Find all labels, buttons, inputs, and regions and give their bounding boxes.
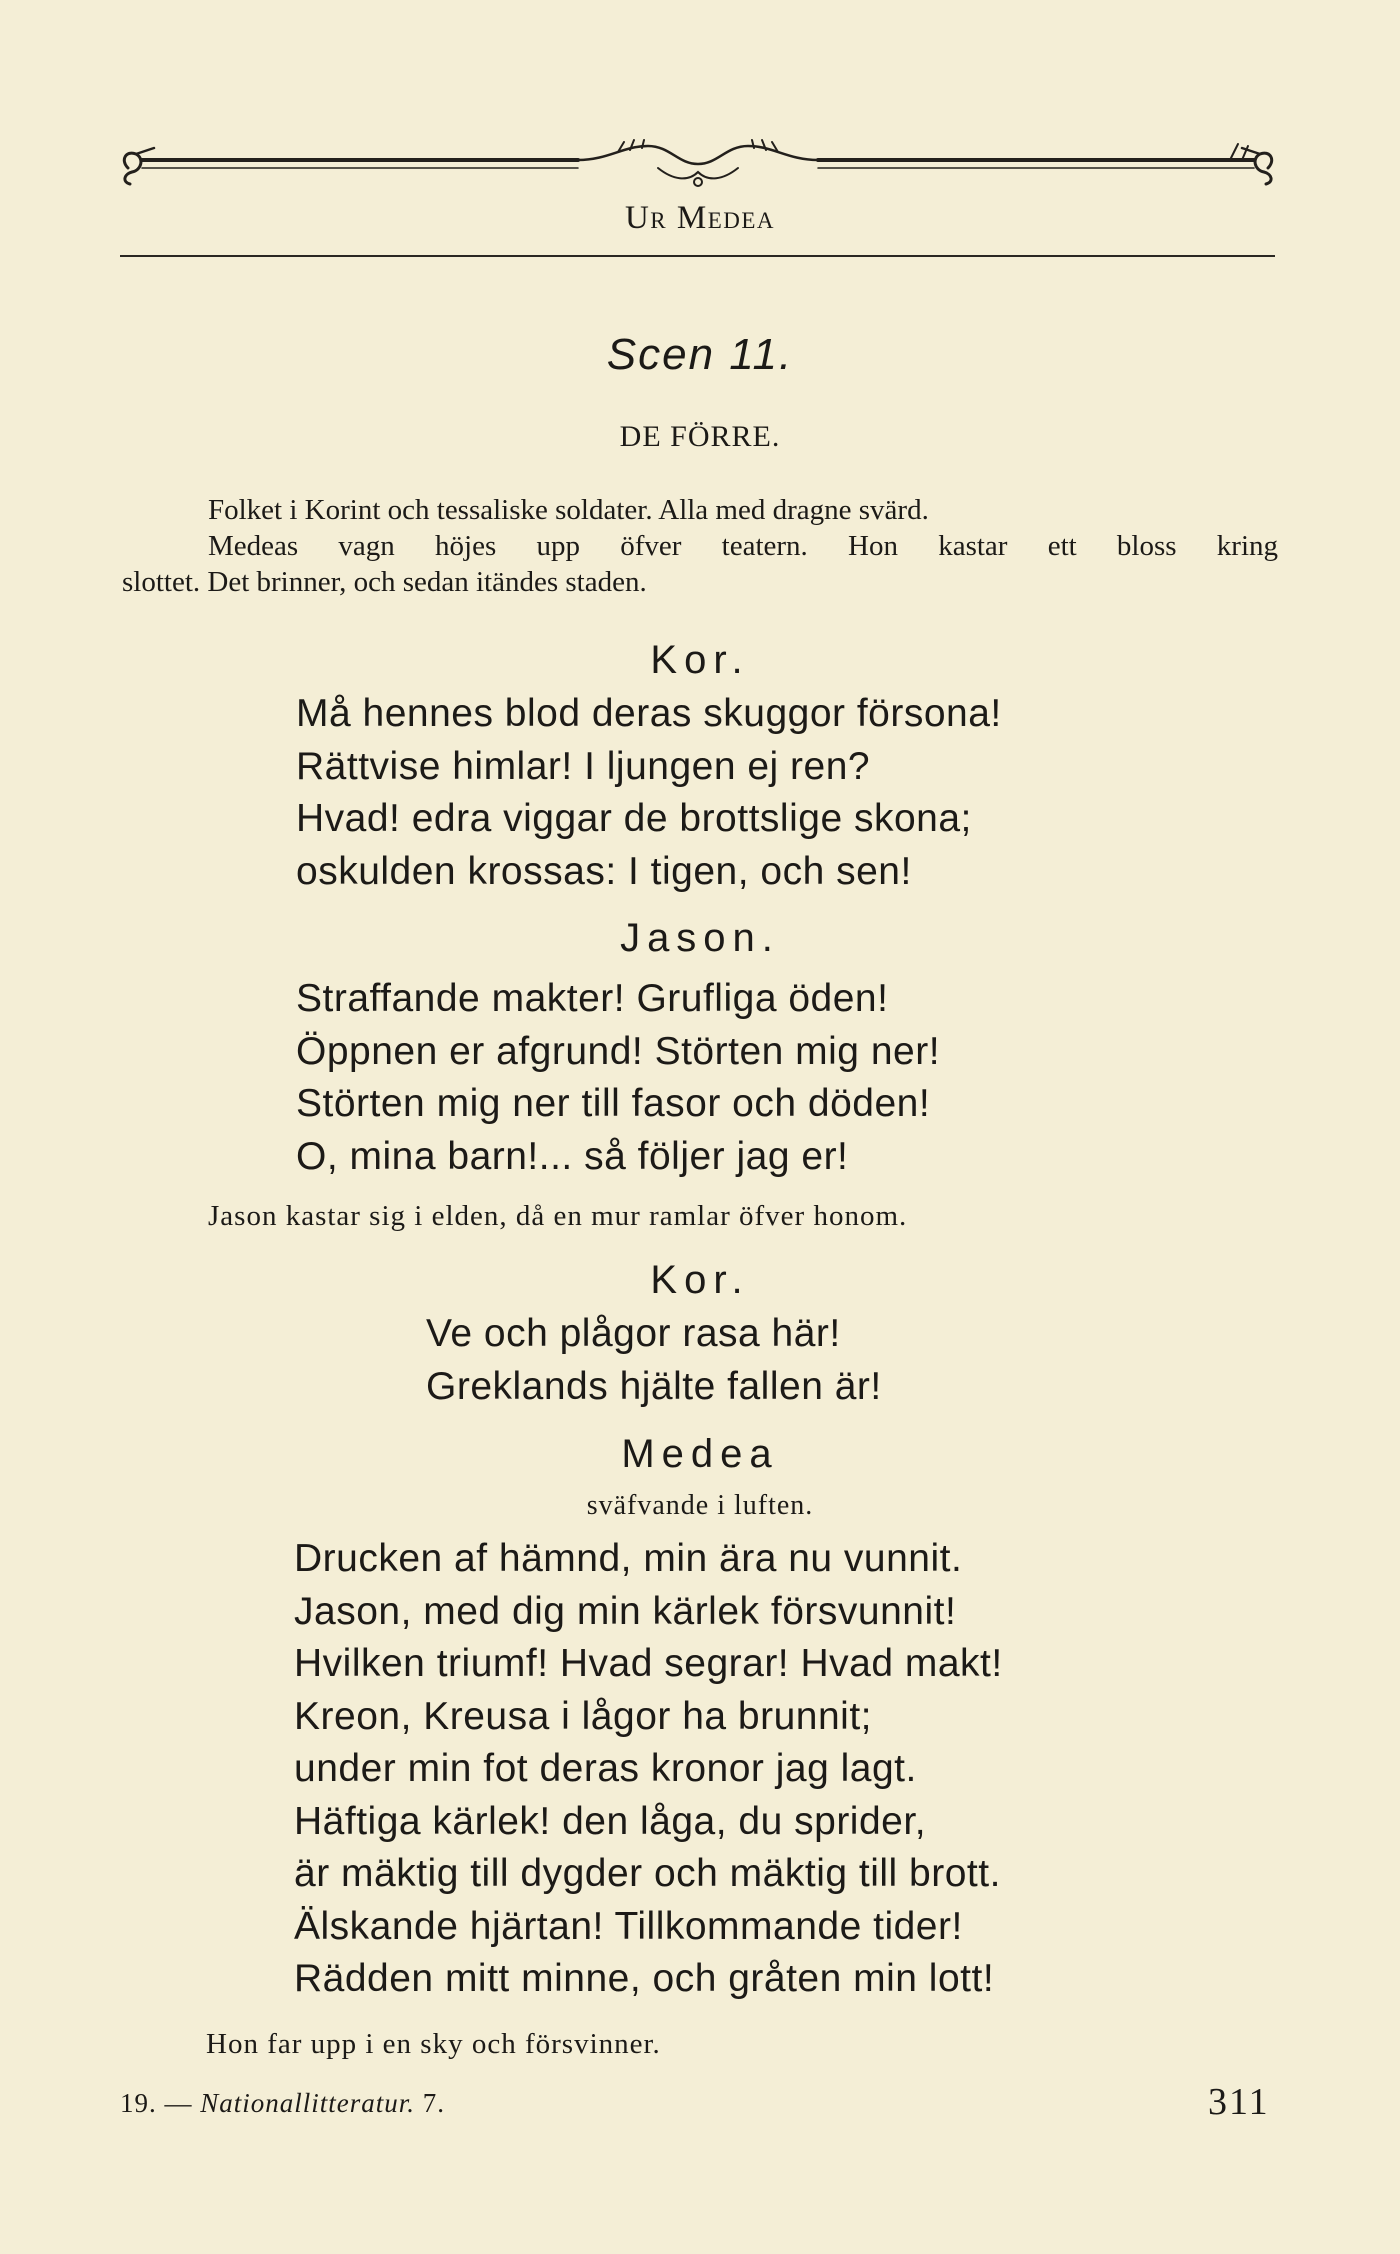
speaker-name: Jason. [620,916,780,960]
verse-line: Ve och plågor rasa här! [426,1312,841,1355]
verse-line: Hvilken triumf! Hvad segrar! Hvad makt! [294,1642,1003,1685]
verse-stanza [296,973,940,1183]
verse-line: Drucken af hämnd, min ära nu vunnit. [294,1537,963,1580]
verse-line: är mäktig till dygder och mäktig till brott. [294,1852,1001,1895]
verse-line: Rädden mitt minne, och gråten min lott! [294,1957,995,2000]
verse-stanza [426,1308,882,1413]
verse-line: Kreon, Kreusa i lågor ha brunnit; [294,1694,873,1738]
signature-dash: — [164,2088,193,2118]
verse-line: Straffande makter! Grufliga öden! [296,977,889,1020]
signature-number: 19. [120,2088,157,2118]
stage-direction: Jason kastar sig i elden, då en mur ramlar öfver honom. [208,1200,908,1232]
verse-line: Störten mig ner till fasor och döden! [296,1082,931,1125]
header-ornament-icon [118,138,1278,193]
verse-stanza [296,688,1002,898]
verse-line: Rättvise himlar! I ljungen ej ren? [296,744,871,788]
verse-line: Hvad! edra viggar de brottslige skona; [296,797,972,840]
verse-line: Öppnen er afgrund! Störten mig ner! [296,1029,941,1073]
speaker-name: Medea [621,1432,779,1476]
header-rule [120,255,1275,257]
verse-line: under min fot deras kronor jag lagt. [294,1747,917,1790]
verse-line: Häftiga kärlek! den låga, du sprider, [294,1799,927,1843]
speaker-name: Kor. [650,638,750,682]
verse-stanza [294,1533,1003,2006]
verse-line: Må hennes blod deras skuggor försona! [296,692,1002,735]
running-head: Ur Medea [624,200,776,236]
stage-direction-opening [122,492,1278,600]
verse-line: oskulden krossas: I tigen, och sen! [296,849,912,893]
scene-persons: DE FÖRRE. [619,420,781,453]
series-title: Nationallitteratur. [200,2088,416,2118]
page-number: 311 [1208,2081,1270,2123]
stage-direction-line: Folket i Korint och tessaliske soldater. Alla med dragne svärd. [208,494,929,526]
verse-line: Jason, med dig min kärlek försvunnit! [294,1589,957,1633]
verse-line: O, mina barn!... så följer jag er! [296,1134,849,1178]
stage-direction-line: Medeas vagn höjes upp öfver teatern. Hon kastar ett bloss kring [208,530,1278,562]
speaker-name: Kor. [650,1258,750,1302]
series-volume: 7. [422,2088,446,2118]
verse-line: Älskande hjärtan! Tillkommande tider! [294,1904,963,1948]
stage-direction-line: slottet. Det brinner, och sedan itändes staden. [122,566,647,598]
scene-title: Scen 11. [606,330,794,379]
speaker-subtitle: sväfvande i luften. [586,1490,814,1521]
stage-direction: Hon far upp i en sky och försvinner. [206,2028,661,2060]
verse-line: Greklands hjälte fallen är! [426,1364,882,1408]
footer-signature [120,2088,445,2119]
